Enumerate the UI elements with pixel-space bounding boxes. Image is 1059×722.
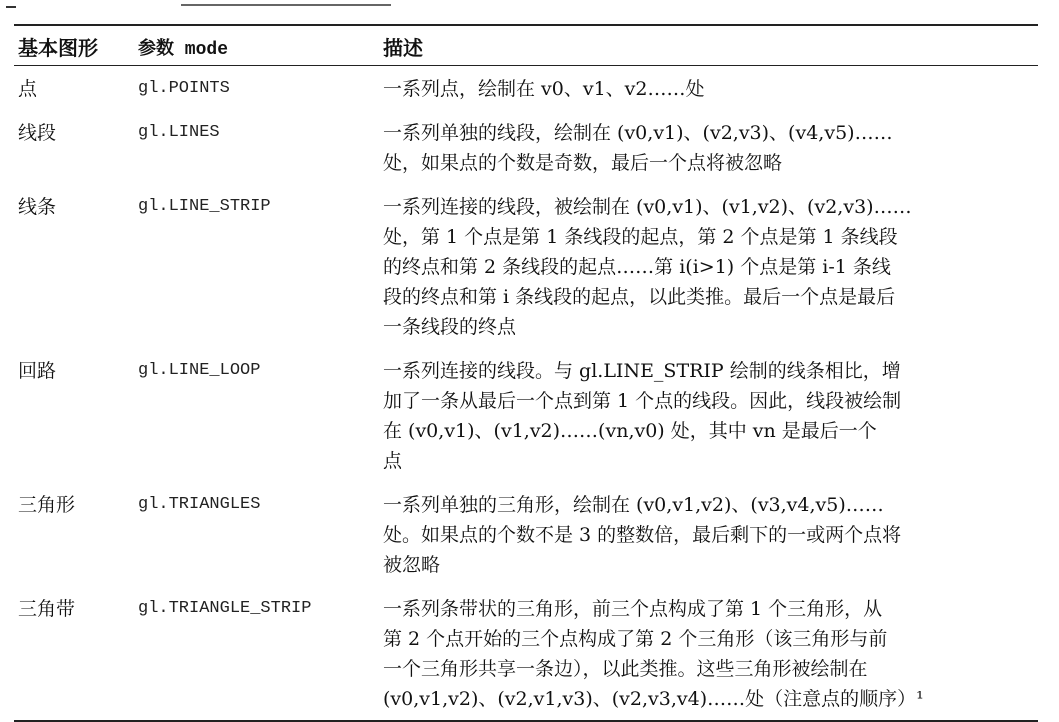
mode-constant-cell: gl.POINTS	[138, 79, 230, 98]
description-cell	[379, 586, 1038, 721]
table-row	[14, 66, 1038, 111]
mode-constant-cell: gl.LINE_STRIP	[138, 197, 271, 216]
description-line: 被忽略	[383, 554, 441, 576]
mode-constant-cell: gl.TRIANGLE_STRIP	[134, 586, 379, 721]
mode-constant-cell: gl.LINES	[138, 123, 220, 142]
description-line: 一系列单独的线段，绘制在 (v0,v1)、(v2,v3)、(v4,v5)……	[383, 122, 893, 144]
description-line: 的终点和第 2 条线段的起点……第 i(i>1) 个点是第 i-1 条线	[383, 256, 891, 278]
description-line: 一系列连接的线段，被绘制在 (v0,v1)、(v1,v2)、(v2,v3)……	[383, 196, 912, 218]
table-row	[14, 586, 1038, 721]
header-desc: 描述	[379, 25, 1038, 66]
description-line: 一系列单独的三角形，绘制在 (v0,v1,v2)、(v3,v4,v5)……	[383, 494, 884, 516]
primitive-name-cell: 点	[18, 78, 38, 100]
description-line: 段的终点和第 i 条线段的起点，以此类推。最后一个点是最后	[383, 286, 896, 308]
description-cell	[379, 110, 1038, 184]
mode-constant-cell: gl.LINE_LOOP	[138, 361, 261, 380]
description-line: 一条线段的终点	[383, 316, 517, 338]
description-line: 一系列点，绘制在 v0、v1、v2……处	[383, 78, 705, 100]
description-line: 点	[383, 450, 403, 472]
description-line: 第 2 个点开始的三个点构成了第 2 个三角形（该三角形与前	[383, 628, 888, 650]
caption-fragment-left	[6, 0, 16, 8]
primitive-name-cell: 回路	[18, 360, 57, 382]
description-line: 一系列条带状的三角形，前三个点构成了第 1 个三角形，从	[383, 598, 883, 620]
primitive-modes-table-container	[14, 24, 1038, 722]
description-cell	[379, 482, 1038, 586]
caption-fragment-right	[181, 0, 391, 6]
description-line: 处，如果点的个数是奇数，最后一个点将被忽略	[383, 152, 783, 174]
cropped-caption-fragment	[6, 0, 426, 8]
description-line: 一个三角形共享一条边），以此类推。这些三角形被绘制在	[383, 658, 868, 680]
description-cell	[379, 348, 1038, 482]
description-line: 处。如果点的个数不是 3 的整数倍，最后剩下的一或两个点将	[383, 524, 902, 546]
description-line: 在 (v0,v1)、(v1,v2)……(vn,v0) 处，其中 vn 是最后一个	[383, 420, 877, 442]
description-line: (v0,v1,v2)、(v2,v1,v3)、(v2,v3,v4)……处（注意点的顺序）¹	[383, 688, 924, 710]
table-row	[14, 184, 1038, 348]
mode-constant-cell: gl.TRIANGLES	[138, 495, 261, 514]
description-line: 加了一条从最后一个点到第 1 个点的线段。因此，线段被绘制	[383, 390, 902, 412]
primitive-name-cell: 三角形	[18, 494, 76, 516]
description-line: 处，第 1 个点是第 1 条线段的起点，第 2 个点是第 1 条线段	[383, 226, 898, 248]
header-mode	[134, 25, 379, 66]
primitive-name-cell: 线段	[18, 122, 57, 144]
header-mode-label: 参数 mode	[138, 39, 229, 60]
table-body	[14, 66, 1038, 722]
header-name: 基本图形	[14, 25, 134, 66]
primitive-name-cell: 线条	[18, 196, 57, 218]
table-header-row	[14, 25, 1038, 66]
description-cell	[379, 66, 1038, 111]
primitive-name-cell: 三角带	[14, 586, 134, 721]
description-cell	[379, 184, 1038, 348]
table-row	[14, 348, 1038, 482]
primitive-modes-table	[14, 24, 1038, 722]
description-line: 一系列连接的线段。与 gl.LINE_STRIP 绘制的线条相比，增	[383, 360, 901, 382]
table-row	[14, 482, 1038, 586]
table-row	[14, 110, 1038, 184]
